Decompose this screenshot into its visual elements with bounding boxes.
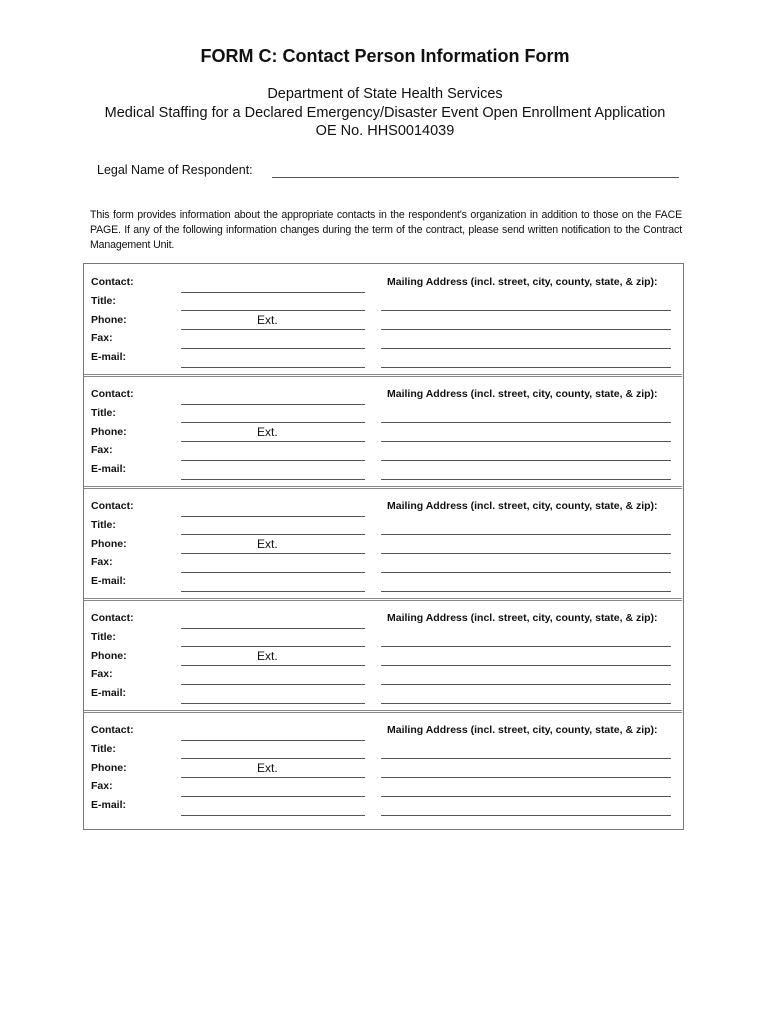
mailing-address-line[interactable] [381, 422, 671, 423]
mailing-address-label: Mailing Address (incl. street, city, county, state, & zip): [387, 388, 658, 400]
contact-section [84, 712, 682, 824]
legal-name-label: Legal Name of Respondent: [97, 163, 253, 177]
fax-label: Fax: [91, 668, 113, 680]
contacts-form-box [83, 263, 684, 830]
mailing-address-line[interactable] [381, 329, 671, 330]
mailing-address-label: Mailing Address (incl. street, city, county, state, & zip): [387, 276, 658, 288]
section-divider [84, 374, 682, 377]
ext-label: Ext. [257, 313, 278, 327]
contact-field[interactable] [181, 292, 365, 293]
email-field[interactable] [181, 591, 365, 592]
section-divider [84, 710, 682, 713]
title-field[interactable] [181, 310, 365, 311]
phone-field[interactable] [181, 553, 365, 554]
fax-label: Fax: [91, 780, 113, 792]
oe-number: OE No. HHS0014039 [315, 123, 455, 139]
fax-field[interactable] [181, 572, 365, 573]
contact-label: Contact: [91, 276, 134, 288]
mailing-address-line[interactable] [381, 815, 671, 816]
phone-field[interactable] [181, 441, 365, 442]
title-field[interactable] [181, 422, 365, 423]
contact-section [84, 376, 682, 488]
form-title: FORM C: Contact Person Information Form [200, 46, 570, 66]
mailing-address-line[interactable] [381, 348, 671, 349]
mailing-address-line[interactable] [381, 553, 671, 554]
mailing-address-line[interactable] [381, 796, 671, 797]
mailing-address-line[interactable] [381, 310, 671, 311]
mailing-address-line[interactable] [381, 479, 671, 480]
mailing-address-label: Mailing Address (incl. street, city, county, state, & zip): [387, 724, 658, 736]
contact-section [84, 600, 682, 712]
contact-section [84, 264, 682, 376]
mailing-address-label: Mailing Address (incl. street, city, county, state, & zip): [387, 612, 658, 624]
mailing-address-line[interactable] [381, 441, 671, 442]
contact-section [84, 488, 682, 600]
phone-label: Phone: [91, 762, 127, 774]
mailing-address-line[interactable] [381, 703, 671, 704]
phone-label: Phone: [91, 650, 127, 662]
phone-field[interactable] [181, 665, 365, 666]
title-label: Title: [91, 743, 116, 755]
contact-label: Contact: [91, 612, 134, 624]
email-label: E-mail: [91, 463, 127, 475]
fax-field[interactable] [181, 796, 365, 797]
title-label: Title: [91, 631, 116, 643]
email-label: E-mail: [91, 351, 127, 363]
mailing-address-line[interactable] [381, 665, 671, 666]
program-name: Medical Staffing for a Declared Emergency/Disaster Event Open Enrollment Application [104, 105, 666, 121]
contact-field[interactable] [181, 404, 365, 405]
title-field[interactable] [181, 646, 365, 647]
title-field[interactable] [181, 758, 365, 759]
section-divider [84, 486, 682, 489]
fax-label: Fax: [91, 332, 113, 344]
mailing-address-line[interactable] [381, 777, 671, 778]
contact-label: Contact: [91, 500, 134, 512]
fax-label: Fax: [91, 556, 113, 568]
mailing-address-line[interactable] [381, 460, 671, 461]
mailing-address-line[interactable] [381, 572, 671, 573]
mailing-address-line[interactable] [381, 684, 671, 685]
contact-label: Contact: [91, 388, 134, 400]
email-label: E-mail: [91, 799, 127, 811]
department-name: Department of State Health Services [267, 86, 503, 102]
fax-field[interactable] [181, 684, 365, 685]
fax-label: Fax: [91, 444, 113, 456]
title-label: Title: [91, 295, 116, 307]
intro-text: This form provides information about the appropriate contacts in the respondent's organization in addition to those on the FACE PAGE. If any of the following information changes during the term of the contract, please send written notification to the Contract Management Unit. [90, 209, 682, 251]
phone-field[interactable] [181, 777, 365, 778]
email-label: E-mail: [91, 687, 127, 699]
fax-field[interactable] [181, 460, 365, 461]
phone-field[interactable] [181, 329, 365, 330]
contact-field[interactable] [181, 628, 365, 629]
ext-label: Ext. [257, 761, 278, 775]
email-field[interactable] [181, 367, 365, 368]
mailing-address-line[interactable] [381, 367, 671, 368]
phone-label: Phone: [91, 426, 127, 438]
mailing-address-line[interactable] [381, 534, 671, 535]
phone-label: Phone: [91, 538, 127, 550]
email-label: E-mail: [91, 575, 127, 587]
email-field[interactable] [181, 479, 365, 480]
mailing-address-line[interactable] [381, 758, 671, 759]
ext-label: Ext. [257, 649, 278, 663]
ext-label: Ext. [257, 425, 278, 439]
contact-field[interactable] [181, 740, 365, 741]
email-field[interactable] [181, 703, 365, 704]
legal-name-field[interactable] [272, 177, 679, 178]
section-divider [84, 598, 682, 601]
title-label: Title: [91, 407, 116, 419]
contact-field[interactable] [181, 516, 365, 517]
mailing-address-label: Mailing Address (incl. street, city, county, state, & zip): [387, 500, 658, 512]
phone-label: Phone: [91, 314, 127, 326]
email-field[interactable] [181, 815, 365, 816]
mailing-address-line[interactable] [381, 646, 671, 647]
ext-label: Ext. [257, 537, 278, 551]
fax-field[interactable] [181, 348, 365, 349]
title-field[interactable] [181, 534, 365, 535]
contact-label: Contact: [91, 724, 134, 736]
title-label: Title: [91, 519, 116, 531]
mailing-address-line[interactable] [381, 591, 671, 592]
